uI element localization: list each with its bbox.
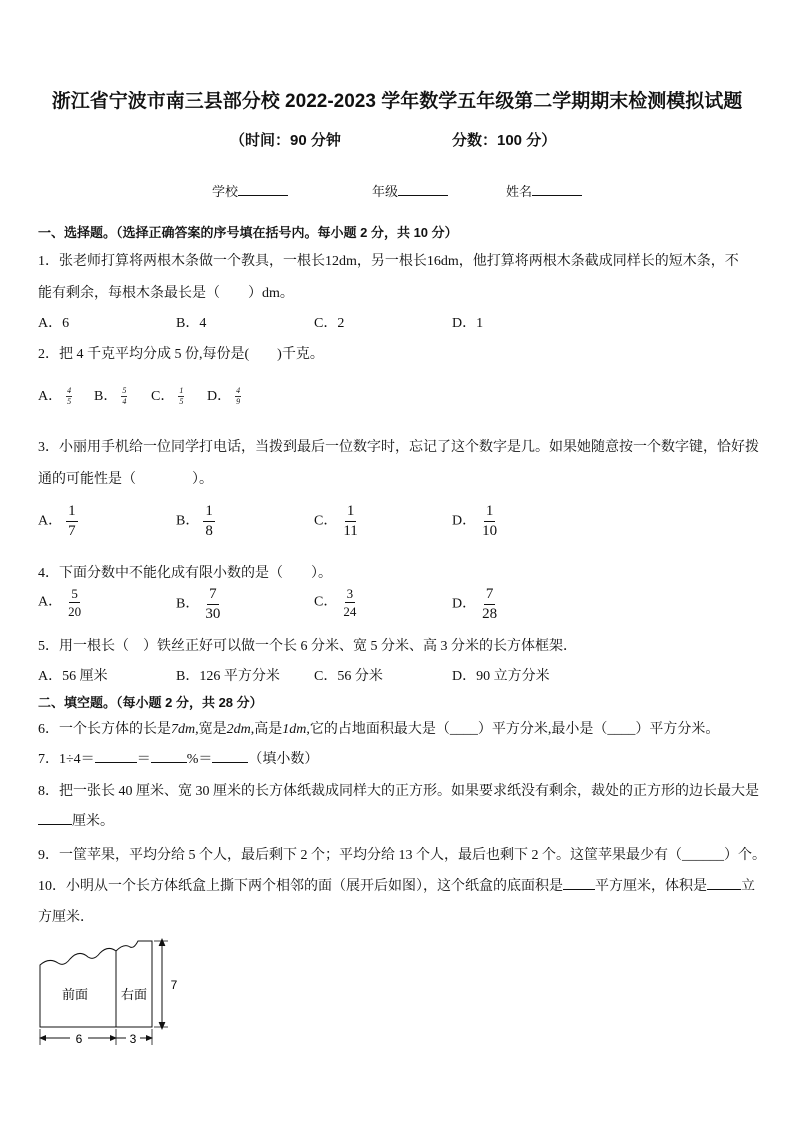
- q3-line2: 通的可能性是（ ）。: [38, 472, 213, 487]
- q4-option-b[interactable]: B． $\frac{7}{30}$: [176, 586, 221, 622]
- q7-text: 7．1÷4＝ ＝ %＝ （填小数）: [38, 752, 319, 767]
- width-label-3: 3: [129, 1032, 137, 1046]
- q7-blank-3[interactable]: [212, 750, 248, 763]
- q5-option-a[interactable]: A．56 厘米: [38, 669, 108, 684]
- q3-option-b[interactable]: B． $\frac{1}{8}$: [176, 503, 213, 539]
- q2-option-d[interactable]: D． $\frac{4}{9}$: [207, 386, 241, 407]
- q1-option-d[interactable]: D．1: [452, 316, 484, 331]
- q5-text: 5．用一根长（ ）铁丝正好可以做一个长 6 分米、宽 5 分米、高 3 分米的长方体框架．: [38, 639, 577, 654]
- width-label-6: 6: [75, 1032, 83, 1046]
- grade-label: 年级: [372, 184, 399, 199]
- q5-option-b[interactable]: B．126 平方分米: [176, 669, 280, 684]
- q7-blank-2[interactable]: [151, 750, 187, 763]
- q3-option-d[interactable]: D． $\frac{1}{10}$: [452, 503, 498, 539]
- q10-line1: 10．小明从一个长方体纸盒上撕下两个相邻的面（展开后如图），这个纸盒的底面积是 平方厘米，体积是 立: [38, 879, 755, 894]
- q2-option-b[interactable]: B． $\frac{5}{4}$: [94, 386, 127, 407]
- q10-blank-1[interactable]: [563, 877, 595, 890]
- q8-blank[interactable]: [38, 812, 72, 825]
- q2-text: 2．把 4 千克平均分成 5 份,每份是( )千克。: [38, 347, 324, 362]
- height-label-7: 7: [170, 978, 178, 992]
- q5-option-c[interactable]: C．56 分米: [314, 669, 383, 684]
- q4-text: 4．下面分数中不能化成有限小数的是（ ）。: [38, 566, 332, 581]
- q10-blank-2[interactable]: [707, 877, 741, 890]
- q3-option-c[interactable]: C． $\frac{1}{11}$: [314, 503, 358, 539]
- q4-option-a[interactable]: A． $\frac{5}{20}$: [38, 586, 82, 619]
- q8-line2: 厘米。: [38, 810, 114, 830]
- q10-figure: [34, 935, 184, 1050]
- q4-option-d[interactable]: D． $\frac{7}{28}$: [452, 586, 498, 622]
- q6-text: 6．一个长方体的长是7dm,宽是2dm,高是1dm,它的占地面积最大是（____）平方分米,最小是（____）平方分米。: [38, 722, 720, 737]
- q8-line1: 8．把一张长 40 厘米、宽 30 厘米的长方体纸裁成同样大的正方形。如果要求纸没有剩余，裁处的正方形的边长最大是: [38, 784, 759, 799]
- name-field[interactable]: [506, 181, 582, 200]
- q2-option-c[interactable]: C． $\frac{1}{5}$: [151, 386, 184, 407]
- right-label: 右面: [120, 987, 148, 1002]
- exam-time: （时间：90 分钟: [230, 132, 341, 149]
- q7-blank-1[interactable]: [95, 750, 137, 763]
- section2-heading: 二、填空题。（每小题 2 分，共 28 分）: [38, 695, 263, 710]
- q3-option-a[interactable]: A． $\frac{1}{7}$: [38, 503, 76, 539]
- q2-option-a[interactable]: A． $\frac{4}{5}$: [38, 386, 72, 407]
- q9-text: 9．一筐苹果，平均分给 5 个人，最后剩下 2 个；平均分给 13 个人，最后也剩下 2 个。这筐苹果最少有（______）个。: [38, 848, 766, 863]
- q5-option-d[interactable]: D．90 立方分米: [452, 669, 550, 684]
- exam-score: 分数：100 分）: [452, 132, 557, 149]
- front-label: 前面: [61, 987, 89, 1002]
- school-field[interactable]: [212, 181, 288, 200]
- q1-option-c[interactable]: C．2: [314, 316, 345, 331]
- section1-heading: 一、选择题。（选择正确答案的序号填在括号内。每小题 2 分，共 10 分）: [38, 225, 458, 240]
- page-title: 浙江省宁波市南三县部分校 2022-2023 学年数学五年级第二学期期末检测模拟试题: [51, 91, 743, 112]
- q1-line2: 能有剩余，每根木条最长是（ ）dm。: [38, 286, 294, 301]
- name-label: 姓名: [506, 184, 533, 199]
- q1-line1: 1．张老师打算将两根木条做一个教具，一根长12dm，另一根长16dm，他打算将两根木条截成同样长的短木条，不: [38, 254, 739, 269]
- grade-field[interactable]: [372, 181, 448, 200]
- school-label: 学校: [212, 184, 239, 199]
- q1-option-b[interactable]: B．4: [176, 316, 207, 331]
- q1-option-a[interactable]: A．6: [38, 316, 70, 331]
- q10-line2: 方厘米．: [38, 910, 94, 925]
- q4-option-c[interactable]: C． $\frac{3}{24}$: [314, 586, 357, 619]
- q3-line1: 3．小丽用手机给一位同学打电话，当拨到最后一位数字时，忘记了这个数字是几。如果她随意按一个数字键，恰好拨: [38, 440, 759, 455]
- right-face: [116, 941, 152, 1027]
